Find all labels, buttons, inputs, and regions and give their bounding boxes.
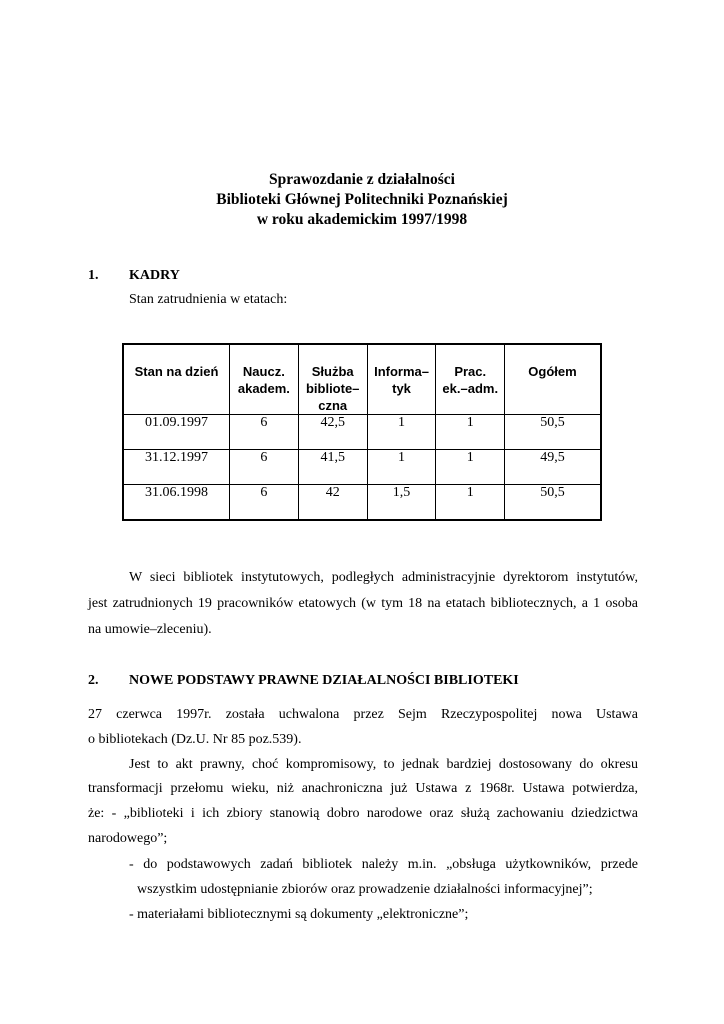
- table-cell: 42: [298, 485, 367, 521]
- section-1-heading: KADRY: [129, 268, 180, 283]
- header-date: Stan na dzień: [123, 344, 229, 415]
- table-cell: 6: [229, 450, 298, 485]
- table-row: [123, 485, 601, 521]
- paragraph-1-line-2: jest zatrudnionych 19 pracowników etatowych (w tym 18 na etatach bibliotecznych, a 1 osoba: [88, 596, 638, 611]
- header-informatician: Informa– tyk: [367, 344, 436, 415]
- paragraph-2-line-1: 27 czerwca 1997r. została uchwalona przez Sejm Rzeczypospolitej nowa Ustawa: [88, 707, 638, 722]
- paragraph-2-line-3: Jest to akt prawny, choć kompromisowy, to jednak bardziej dostosowany do okresu: [129, 757, 638, 772]
- title-line-3: w roku akademickim 1997/1998: [256, 211, 468, 228]
- header-total: Ogółem: [505, 344, 601, 415]
- paragraph-2-line-8: wszystkim udostępnianie zbiorów oraz prowadzenie działalności informacyjnej”;: [137, 882, 593, 897]
- paragraph-2-line-5: że: - „biblioteki i ich zbiory stanowią dobro narodowe oraz służą zachowaniu dziedzictwa: [88, 806, 638, 821]
- table-cell: 1: [367, 450, 436, 485]
- table-cell: 50,5: [505, 485, 601, 521]
- section-2-number: 2.: [88, 673, 99, 688]
- table-cell: 50,5: [505, 415, 601, 450]
- section-1-subheading: Stan zatrudnienia w etatach:: [129, 292, 288, 307]
- table-cell: 6: [229, 485, 298, 521]
- table-cell: 1: [367, 415, 436, 450]
- paragraph-2-line-7: - do podstawowych zadań bibliotek należy m.in. „obsługa użytkowników, przede: [129, 857, 638, 872]
- section-2-heading: NOWE PODSTAWY PRAWNE DZIAŁALNOŚCI BIBLIOTEKI: [129, 673, 519, 688]
- table-cell: 01.09.1997: [123, 415, 229, 450]
- paragraph-2-line-6: narodowego”;: [88, 831, 168, 846]
- table-cell: 1: [436, 415, 505, 450]
- table-cell: 6: [229, 415, 298, 450]
- staffing-table: [122, 343, 602, 521]
- section-1-number: 1.: [88, 268, 99, 283]
- table-cell: 31.12.1997: [123, 450, 229, 485]
- table-row: [123, 415, 601, 450]
- title-line-1: Sprawozdanie z działalności: [268, 171, 455, 188]
- table-cell: 1,5: [367, 485, 436, 521]
- table-cell: 1: [436, 450, 505, 485]
- header-academic: Naucz. akadem.: [229, 344, 298, 415]
- table-cell: 42,5: [298, 415, 367, 450]
- table-row: [123, 450, 601, 485]
- paragraph-2-line-4: transformacji przełomu wieku, niż anachroniczna już Ustawa z 1968r. Ustawa potwierdza,: [88, 781, 638, 796]
- header-econ-admin: Prac. ek.–adm.: [436, 344, 505, 415]
- header-library-service: Służba bibliote– czna: [298, 344, 367, 415]
- paragraph-1-line-1: W sieci bibliotek instytutowych, podległych administracyjnie dyrektorom instytutów,: [129, 570, 638, 585]
- table-cell: 41,5: [298, 450, 367, 485]
- paragraph-1-line-3: na umowie–zleceniu).: [88, 622, 212, 637]
- table-cell: 31.06.1998: [123, 485, 229, 521]
- paragraph-2-line-9: - materiałami bibliotecznymi są dokumenty „elektroniczne”;: [129, 907, 469, 922]
- table-cell: 49,5: [505, 450, 601, 485]
- table-header-row: [123, 344, 601, 415]
- report-title: [0, 170, 724, 230]
- table-cell: 1: [436, 485, 505, 521]
- paragraph-2-line-2: o bibliotekach (Dz.U. Nr 85 poz.539).: [88, 732, 302, 747]
- title-line-2: Biblioteki Głównej Politechniki Poznańskiej: [216, 191, 508, 208]
